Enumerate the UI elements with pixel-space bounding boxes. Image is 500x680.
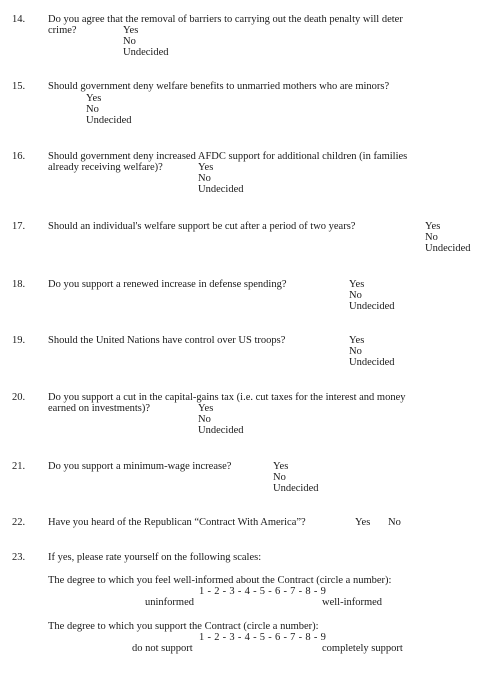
answer-options — [86, 93, 131, 126]
option-undecided[interactable]: Undecided — [198, 184, 244, 195]
scale-numbers[interactable]: 1 - 2 - 3 - 4 - 5 - 6 - 7 - 8 - 9 — [199, 632, 327, 643]
question-number: 23. — [12, 552, 26, 563]
answer-options — [198, 162, 243, 195]
question-number: 14. — [12, 14, 26, 25]
option-undecided[interactable]: Undecided — [349, 301, 395, 312]
option-yes[interactable]: Yes — [355, 517, 371, 528]
answer-options — [349, 279, 394, 312]
option-undecided[interactable]: Undecided — [198, 425, 244, 436]
question-number: 17. — [12, 221, 26, 232]
option-no[interactable]: No — [349, 290, 362, 301]
option-undecided[interactable]: Undecided — [349, 357, 395, 368]
option-no[interactable]: No — [198, 173, 211, 184]
answer-options — [425, 221, 470, 254]
question-text-line-1: Do you support a cut in the capital-gains tax (i.e. cut taxes for the interest and money — [48, 392, 406, 403]
question-text-line-1: Should government deny welfare benefits to unmarried mothers who are minors? — [48, 81, 390, 92]
option-no[interactable]: No — [388, 517, 401, 528]
question-text-line-1: Do you support a renewed increase in defense spending? — [48, 279, 287, 290]
answer-options — [198, 403, 243, 436]
option-yes[interactable]: Yes — [123, 25, 139, 36]
question-text-line-1: Should the United Nations have control over US troops? — [48, 335, 286, 346]
option-no[interactable]: No — [273, 472, 286, 483]
question-number: 20. — [12, 392, 26, 403]
question-number: 19. — [12, 335, 26, 346]
scale-low-label: uninformed — [145, 597, 194, 608]
option-no[interactable]: No — [349, 346, 362, 357]
option-no[interactable]: No — [86, 104, 99, 115]
scale-high-label: well-informed — [322, 597, 383, 608]
question-text-line-1: Do you agree that the removal of barriers to carrying out the death penalty will deter — [48, 14, 403, 25]
question-number: 18. — [12, 279, 26, 290]
option-yes[interactable]: Yes — [425, 221, 441, 232]
question-text-line-1: Should government deny increased AFDC support for additional children (in families — [48, 151, 408, 162]
question-number: 21. — [12, 461, 26, 472]
option-undecided[interactable]: Undecided — [123, 47, 169, 58]
question-text-line-2: earned on investments)? — [48, 403, 151, 414]
scale-prompt: The degree to which you feel well-informed about the Contract (circle a number): — [48, 575, 392, 586]
question-text-line-2: already receiving welfare)? — [48, 162, 163, 173]
option-yes[interactable]: Yes — [198, 403, 214, 414]
scale-low-label: do not support — [132, 643, 193, 654]
option-yes[interactable]: Yes — [349, 279, 365, 290]
option-no[interactable]: No — [198, 414, 211, 425]
option-undecided[interactable]: Undecided — [86, 115, 132, 126]
scale-numbers[interactable]: 1 - 2 - 3 - 4 - 5 - 6 - 7 - 8 - 9 — [199, 586, 327, 597]
answer-options — [349, 335, 394, 368]
question-text-line-1: Do you support a minimum-wage increase? — [48, 461, 232, 472]
question-text-line-1: Should an individual's welfare support be cut after a period of two years? — [48, 221, 356, 232]
option-no[interactable]: No — [123, 36, 136, 47]
question-text-line-2: crime? — [48, 25, 77, 36]
question-number: 22. — [12, 517, 26, 528]
question-text-line-1: Have you heard of the Republican “Contract With America”? — [48, 517, 306, 528]
option-no[interactable]: No — [425, 232, 438, 243]
option-yes[interactable]: Yes — [86, 93, 102, 104]
scale-high-label: completely support — [322, 643, 403, 654]
answer-options — [273, 461, 318, 494]
scale-prompt: The degree to which you support the Contract (circle a number): — [48, 621, 319, 632]
option-undecided[interactable]: Undecided — [425, 243, 471, 254]
answer-options — [123, 25, 168, 58]
option-yes[interactable]: Yes — [198, 162, 214, 173]
option-yes[interactable]: Yes — [273, 461, 289, 472]
option-yes[interactable]: Yes — [349, 335, 365, 346]
question-number: 15. — [12, 81, 26, 92]
question-text-line-1: If yes, please rate yourself on the following scales: — [48, 552, 262, 563]
question-number: 16. — [12, 151, 26, 162]
option-undecided[interactable]: Undecided — [273, 483, 319, 494]
